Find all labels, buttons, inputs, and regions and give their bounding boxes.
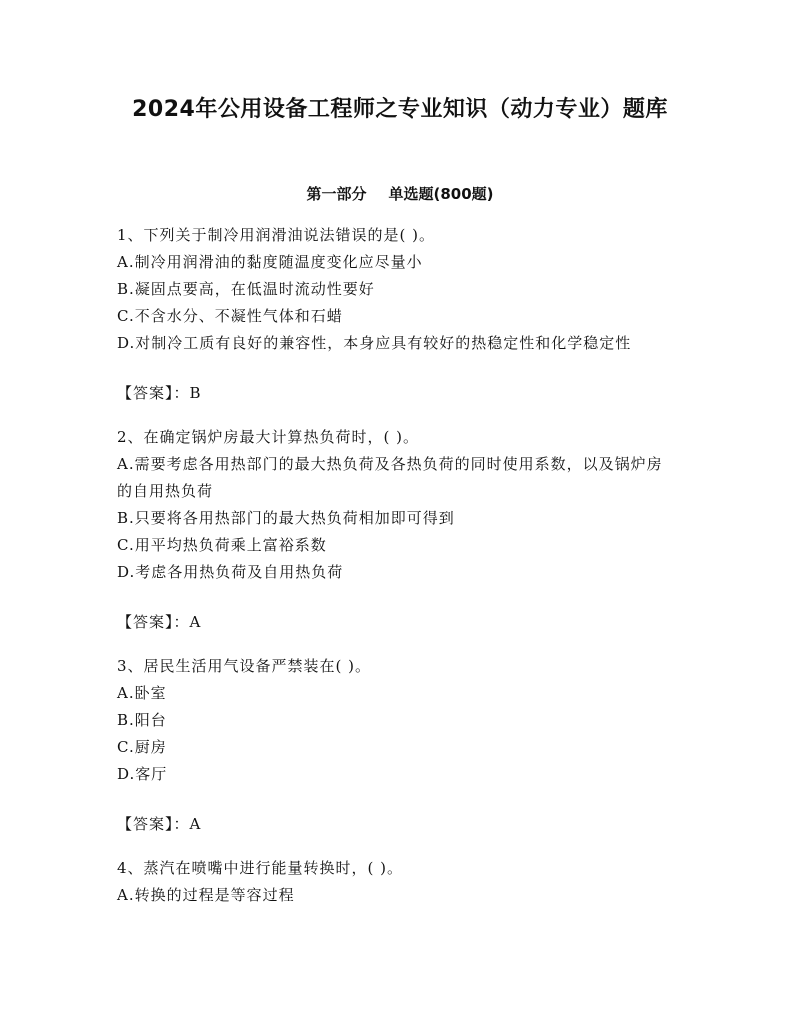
answer-line [117,811,677,838]
option-a: A.需要考虑各用热部门的最大热负荷及各热负荷的同时使用系数，以及锅炉房的自用热负荷 [117,455,663,500]
option-d: D.对制冷工质有良好的兼容性，本身应具有较好的热稳定性和化学稳定性 [117,334,632,352]
option-a: A.转换的过程是等容过程 [117,886,295,904]
question-block [117,855,677,909]
option-b: B.阳台 [117,711,167,729]
section-type: 单选题(800题) [388,185,494,203]
answer-label: 【答案】： [117,384,190,402]
answer-line [117,609,677,636]
section-heading [0,183,800,204]
option-c: C.不含水分、不凝性气体和石蜡 [117,307,343,325]
answer-line [117,380,677,407]
answer-label: 【答案】： [117,613,190,631]
question-stem: 3、居民生活用气设备严禁装在( )。 [117,657,372,675]
option-d: D.客厅 [117,765,168,783]
option-b: B.凝固点要高，在低温时流动性要好 [117,280,375,298]
answer-value: A [189,613,202,631]
option-d: D.考虑各用热负荷及自用热负荷 [117,563,344,581]
question-stem: 2、在确定锅炉房最大计算热负荷时，( )。 [117,428,420,446]
question-stem: 1、下列关于制冷用润滑油说法错误的是( )。 [117,226,436,244]
document-title: 2024年公用设备工程师之专业知识（动力专业）题库 [132,97,668,122]
option-c: C.用平均热负荷乘上富裕系数 [117,536,327,554]
question-list [117,222,677,909]
option-a: A.卧室 [117,684,167,702]
option-c: C.厨房 [117,738,167,756]
question-block [117,653,677,838]
option-b: B.只要将各用热部门的最大热负荷相加即可得到 [117,509,455,527]
option-a: A.制冷用润滑油的黏度随温度变化应尽量小 [117,253,423,271]
question-block [117,424,677,636]
answer-value: B [189,384,202,402]
question-stem: 4、蒸汽在喷嘴中进行能量转换时，( )。 [117,859,404,877]
question-block [117,222,677,407]
answer-label: 【答案】： [117,815,190,833]
answer-value: A [189,815,202,833]
section-part: 第一部分 [306,185,367,203]
